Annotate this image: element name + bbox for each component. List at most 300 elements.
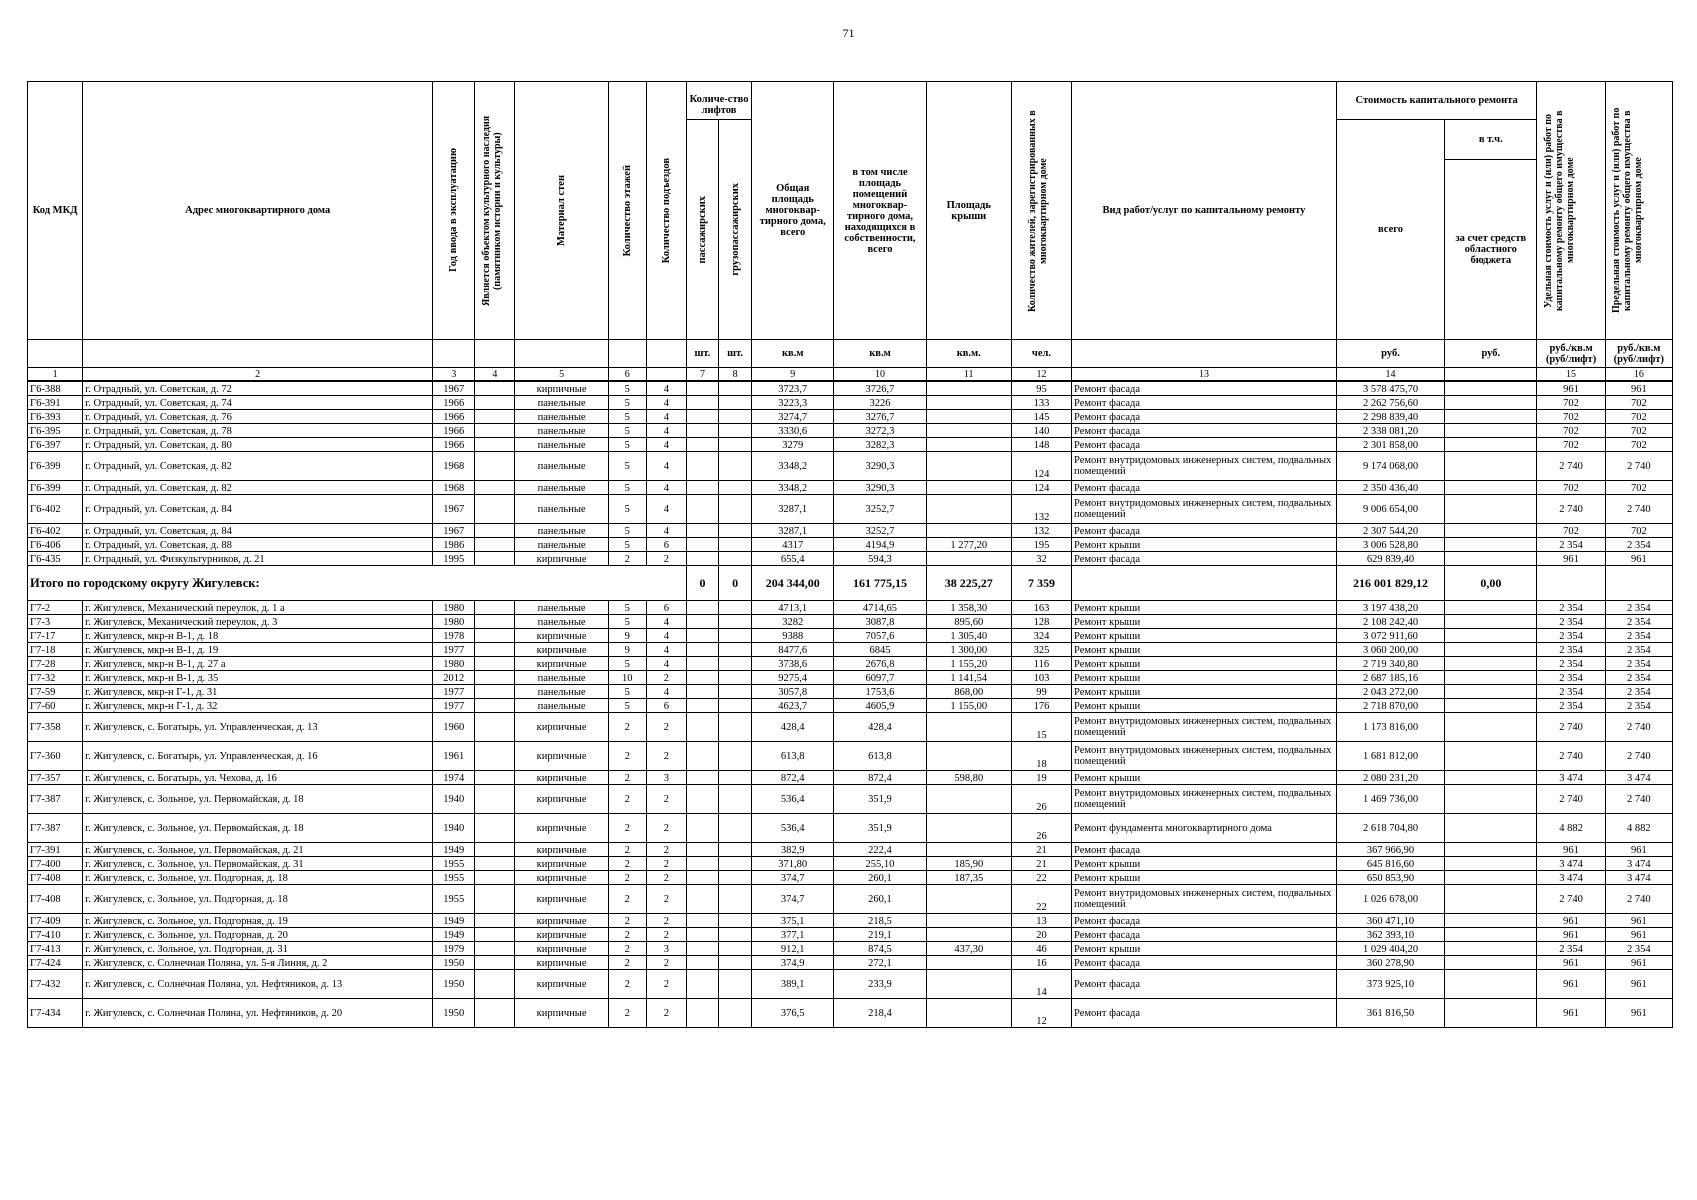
year-cell: 1961 bbox=[433, 742, 475, 771]
total-regional: 0,00 bbox=[1445, 566, 1537, 601]
lifts-pass-cell bbox=[686, 643, 718, 657]
lifts-pass-cell bbox=[686, 615, 718, 629]
limit-cost-cell: 2 740 bbox=[1605, 785, 1672, 814]
limit-cost-cell: 961 bbox=[1605, 843, 1672, 857]
heritage-cell bbox=[475, 771, 515, 785]
year-cell: 1940 bbox=[433, 814, 475, 843]
heritage-cell bbox=[475, 956, 515, 970]
limit-cost-cell: 702 bbox=[1605, 438, 1672, 452]
kod-cell: Г7-410 bbox=[28, 928, 83, 942]
area-own-cell: 3252,7 bbox=[834, 495, 926, 524]
limit-cost-cell: 702 bbox=[1605, 481, 1672, 495]
entrances-cell: 2 bbox=[646, 843, 686, 857]
roof-cell bbox=[926, 396, 1011, 410]
work-cell: Ремонт крыши bbox=[1072, 857, 1337, 871]
entrances-cell: 4 bbox=[646, 524, 686, 538]
regional-cell bbox=[1445, 713, 1537, 742]
address-cell: г. Отрадный, ул. Советская, д. 76 bbox=[83, 410, 433, 424]
area-own-cell: 3276,7 bbox=[834, 410, 926, 424]
table-row bbox=[28, 396, 1673, 410]
entrances-cell: 2 bbox=[646, 914, 686, 928]
year-cell: 1978 bbox=[433, 629, 475, 643]
roof-cell bbox=[926, 552, 1011, 566]
floors-cell: 5 bbox=[608, 495, 646, 524]
cost-cell: 2 262 756,60 bbox=[1336, 396, 1444, 410]
table-row bbox=[28, 481, 1673, 495]
heritage-cell bbox=[475, 785, 515, 814]
floors-cell: 2 bbox=[608, 785, 646, 814]
year-cell: 1968 bbox=[433, 452, 475, 481]
area-total-cell: 872,4 bbox=[752, 771, 834, 785]
unit-area-total: кв.м bbox=[752, 340, 834, 368]
work-cell: Ремонт фасада bbox=[1072, 438, 1337, 452]
area-own-cell: 3226 bbox=[834, 396, 926, 410]
address-cell: г. Жигулевск, с. Зольное, ул. Первомайская, д. 18 bbox=[83, 814, 433, 843]
kod-cell: Г7-387 bbox=[28, 814, 83, 843]
entrances-cell: 2 bbox=[646, 814, 686, 843]
material-cell: панельные bbox=[515, 601, 608, 615]
lifts-cargo-cell bbox=[719, 381, 752, 396]
regional-cell bbox=[1445, 970, 1537, 999]
roof-cell bbox=[926, 424, 1011, 438]
material-cell: кирпичные bbox=[515, 928, 608, 942]
roof-cell bbox=[926, 999, 1011, 1028]
kod-cell: Г7-358 bbox=[28, 713, 83, 742]
year-cell: 1949 bbox=[433, 843, 475, 857]
area-total-cell: 371,80 bbox=[752, 857, 834, 871]
table-row bbox=[28, 857, 1673, 871]
floors-cell: 5 bbox=[608, 424, 646, 438]
material-cell: панельные bbox=[515, 699, 608, 713]
area-own-cell: 3290,3 bbox=[834, 481, 926, 495]
floors-cell: 9 bbox=[608, 643, 646, 657]
year-cell: 1968 bbox=[433, 481, 475, 495]
roof-cell bbox=[926, 785, 1011, 814]
residents-cell: 133 bbox=[1011, 396, 1071, 410]
header-cost: Стоимость капитального ремонта bbox=[1336, 82, 1537, 120]
column-number: 15 bbox=[1537, 368, 1605, 382]
regional-cell bbox=[1445, 495, 1537, 524]
entrances-cell: 2 bbox=[646, 742, 686, 771]
address-cell: г. Жигулевск, с. Зольное, ул. Подгорная, д. 18 bbox=[83, 871, 433, 885]
residents-cell: 128 bbox=[1011, 615, 1071, 629]
cost-cell: 3 578 475,70 bbox=[1336, 381, 1444, 396]
table-row bbox=[28, 771, 1673, 785]
header-material: Материал стен bbox=[515, 82, 608, 340]
limit-cost-cell: 961 bbox=[1605, 999, 1672, 1028]
table-row bbox=[28, 999, 1673, 1028]
unit-cost-cell: 2 740 bbox=[1537, 452, 1605, 481]
limit-cost-cell: 702 bbox=[1605, 524, 1672, 538]
area-total-cell: 3738,6 bbox=[752, 657, 834, 671]
address-cell: г. Жигулевск, с. Зольное, ул. Подгорная, д. 19 bbox=[83, 914, 433, 928]
address-cell: г. Жигулевск, с. Солнечная Поляна, ул. 5-я Линия, д. 2 bbox=[83, 956, 433, 970]
unit-cost-cell: 961 bbox=[1537, 999, 1605, 1028]
unit-cost-total: руб. bbox=[1336, 340, 1444, 368]
material-cell: панельные bbox=[515, 481, 608, 495]
heritage-cell bbox=[475, 524, 515, 538]
work-cell: Ремонт крыши bbox=[1072, 657, 1337, 671]
heritage-cell bbox=[475, 871, 515, 885]
roof-cell: 437,30 bbox=[926, 942, 1011, 956]
area-own-cell: 1753,6 bbox=[834, 685, 926, 699]
address-cell: г. Отрадный, ул. Советская, д. 84 bbox=[83, 524, 433, 538]
material-cell: панельные bbox=[515, 396, 608, 410]
total-lifts-pass: 0 bbox=[686, 566, 718, 601]
work-cell: Ремонт фасада bbox=[1072, 928, 1337, 942]
entrances-cell: 3 bbox=[646, 771, 686, 785]
cost-cell: 2 043 272,00 bbox=[1336, 685, 1444, 699]
lifts-cargo-cell bbox=[719, 685, 752, 699]
address-cell: г. Жигулевск, с. Богатырь, ул. Управленческая, д. 13 bbox=[83, 713, 433, 742]
work-cell: Ремонт крыши bbox=[1072, 615, 1337, 629]
unit-cost-regional: руб. bbox=[1445, 340, 1537, 368]
lifts-pass-cell bbox=[686, 956, 718, 970]
unit-cost-cell: 2 354 bbox=[1537, 643, 1605, 657]
header-entrances: Количество подъездов bbox=[646, 82, 686, 340]
table-row bbox=[28, 410, 1673, 424]
lifts-pass-cell bbox=[686, 742, 718, 771]
area-total-cell: 389,1 bbox=[752, 970, 834, 999]
lifts-pass-cell bbox=[686, 495, 718, 524]
cost-cell: 2 718 870,00 bbox=[1336, 699, 1444, 713]
lifts-pass-cell bbox=[686, 999, 718, 1028]
year-cell: 1955 bbox=[433, 857, 475, 871]
lifts-cargo-cell bbox=[719, 524, 752, 538]
kod-cell: Г7-17 bbox=[28, 629, 83, 643]
area-total-cell: 9388 bbox=[752, 629, 834, 643]
unit-cost-cell: 702 bbox=[1537, 424, 1605, 438]
lifts-cargo-cell bbox=[719, 601, 752, 615]
cost-cell: 2 080 231,20 bbox=[1336, 771, 1444, 785]
kod-cell: Г7-360 bbox=[28, 742, 83, 771]
table-row bbox=[28, 524, 1673, 538]
floors-cell: 2 bbox=[608, 843, 646, 857]
lifts-cargo-cell bbox=[719, 970, 752, 999]
year-cell: 1967 bbox=[433, 495, 475, 524]
floors-cell: 9 bbox=[608, 629, 646, 643]
heritage-cell bbox=[475, 814, 515, 843]
area-total-cell: 655,4 bbox=[752, 552, 834, 566]
table-row bbox=[28, 942, 1673, 956]
area-own-cell: 255,10 bbox=[834, 857, 926, 871]
roof-cell: 1 358,30 bbox=[926, 601, 1011, 615]
kod-cell: Г7-432 bbox=[28, 970, 83, 999]
cost-cell: 367 966,90 bbox=[1336, 843, 1444, 857]
residents-cell: 26 bbox=[1011, 814, 1071, 843]
lifts-cargo-cell bbox=[719, 495, 752, 524]
cost-cell: 360 471,10 bbox=[1336, 914, 1444, 928]
unit-lifts-cargo: шт. bbox=[719, 340, 752, 368]
column-number: 9 bbox=[752, 368, 834, 382]
work-cell: Ремонт фасада bbox=[1072, 914, 1337, 928]
residents-cell: 32 bbox=[1011, 552, 1071, 566]
material-cell: панельные bbox=[515, 671, 608, 685]
floors-cell: 5 bbox=[608, 699, 646, 713]
cost-cell: 362 393,10 bbox=[1336, 928, 1444, 942]
regional-cell bbox=[1445, 914, 1537, 928]
material-cell: панельные bbox=[515, 424, 608, 438]
lifts-cargo-cell bbox=[719, 942, 752, 956]
regional-cell bbox=[1445, 615, 1537, 629]
kod-cell: Г6-435 bbox=[28, 552, 83, 566]
kod-cell: Г7-413 bbox=[28, 942, 83, 956]
regional-cell bbox=[1445, 942, 1537, 956]
floors-cell: 5 bbox=[608, 410, 646, 424]
entrances-cell: 2 bbox=[646, 713, 686, 742]
cost-cell: 360 278,90 bbox=[1336, 956, 1444, 970]
unit-cost-cell: 3 474 bbox=[1537, 871, 1605, 885]
work-cell: Ремонт внутридомовых инженерных систем, подвальных помещений bbox=[1072, 495, 1337, 524]
year-cell: 1950 bbox=[433, 970, 475, 999]
area-own-cell: 4714,65 bbox=[834, 601, 926, 615]
address-cell: г. Жигулевск, мкр-н В-1, д. 35 bbox=[83, 671, 433, 685]
regional-cell bbox=[1445, 424, 1537, 438]
lifts-pass-cell bbox=[686, 885, 718, 914]
address-cell: г. Жигулевск, с. Зольное, ул. Подгорная, д. 20 bbox=[83, 928, 433, 942]
material-cell: кирпичные bbox=[515, 814, 608, 843]
area-total-cell: 536,4 bbox=[752, 814, 834, 843]
lifts-pass-cell bbox=[686, 538, 718, 552]
cost-cell: 2 108 242,40 bbox=[1336, 615, 1444, 629]
address-cell: г. Жигулевск, с. Зольное, ул. Подгорная, д. 31 bbox=[83, 942, 433, 956]
kod-cell: Г7-18 bbox=[28, 643, 83, 657]
address-cell: г. Отрадный, ул. Советская, д. 74 bbox=[83, 396, 433, 410]
material-cell: кирпичные bbox=[515, 956, 608, 970]
roof-cell: 1 277,20 bbox=[926, 538, 1011, 552]
residents-cell: 325 bbox=[1011, 643, 1071, 657]
regional-cell bbox=[1445, 438, 1537, 452]
floors-cell: 2 bbox=[608, 771, 646, 785]
unit-cost-cell: 702 bbox=[1537, 481, 1605, 495]
header-heritage: Является объектом культурного наследия (памятником истории и культуры) bbox=[475, 82, 515, 340]
work-cell: Ремонт внутридомовых инженерных систем, подвальных помещений bbox=[1072, 785, 1337, 814]
regional-cell bbox=[1445, 771, 1537, 785]
area-total-cell: 3287,1 bbox=[752, 524, 834, 538]
floors-cell: 2 bbox=[608, 914, 646, 928]
lifts-pass-cell bbox=[686, 481, 718, 495]
table-row bbox=[28, 643, 1673, 657]
residents-cell: 15 bbox=[1011, 713, 1071, 742]
limit-cost-cell: 2 354 bbox=[1605, 942, 1672, 956]
regional-cell bbox=[1445, 814, 1537, 843]
residents-cell: 195 bbox=[1011, 538, 1071, 552]
heritage-cell bbox=[475, 742, 515, 771]
area-total-cell: 374,7 bbox=[752, 885, 834, 914]
year-cell: 1967 bbox=[433, 524, 475, 538]
work-cell: Ремонт внутридомовых инженерных систем, подвальных помещений bbox=[1072, 452, 1337, 481]
lifts-pass-cell bbox=[686, 914, 718, 928]
lifts-cargo-cell bbox=[719, 552, 752, 566]
roof-cell: 1 300,00 bbox=[926, 643, 1011, 657]
lifts-pass-cell bbox=[686, 814, 718, 843]
work-cell: Ремонт внутридомовых инженерных систем, подвальных помещений bbox=[1072, 885, 1337, 914]
year-cell: 1980 bbox=[433, 601, 475, 615]
residents-cell: 22 bbox=[1011, 871, 1071, 885]
lifts-cargo-cell bbox=[719, 396, 752, 410]
area-total-cell: 3279 bbox=[752, 438, 834, 452]
area-own-cell: 6097,7 bbox=[834, 671, 926, 685]
address-cell: г. Жигулевск, с. Зольное, ул. Подгорная, д. 18 bbox=[83, 885, 433, 914]
table-row bbox=[28, 438, 1673, 452]
lifts-cargo-cell bbox=[719, 481, 752, 495]
kod-cell: Г6-402 bbox=[28, 495, 83, 524]
material-cell: кирпичные bbox=[515, 657, 608, 671]
column-number: 6 bbox=[608, 368, 646, 382]
lifts-pass-cell bbox=[686, 396, 718, 410]
header-lifts-pass: пассажирских bbox=[686, 120, 718, 340]
area-own-cell: 7057,6 bbox=[834, 629, 926, 643]
area-own-cell: 260,1 bbox=[834, 871, 926, 885]
entrances-cell: 2 bbox=[646, 970, 686, 999]
column-number: 2 bbox=[83, 368, 433, 382]
lifts-pass-cell bbox=[686, 524, 718, 538]
work-cell: Ремонт крыши bbox=[1072, 643, 1337, 657]
unit-cost-cell: 961 bbox=[1537, 956, 1605, 970]
column-number-row bbox=[28, 368, 1673, 382]
entrances-cell: 2 bbox=[646, 956, 686, 970]
column-number: 13 bbox=[1072, 368, 1337, 382]
address-cell: г. Жигулевск, мкр-н В-1, д. 27 а bbox=[83, 657, 433, 671]
material-cell: кирпичные bbox=[515, 552, 608, 566]
kod-cell: Г7-391 bbox=[28, 843, 83, 857]
material-cell: кирпичные bbox=[515, 857, 608, 871]
cost-cell: 2 618 704,80 bbox=[1336, 814, 1444, 843]
lifts-pass-cell bbox=[686, 713, 718, 742]
year-cell: 1967 bbox=[433, 381, 475, 396]
residents-cell: 18 bbox=[1011, 742, 1071, 771]
work-cell: Ремонт фундамента многоквартирного дома bbox=[1072, 814, 1337, 843]
limit-cost-cell: 702 bbox=[1605, 396, 1672, 410]
entrances-cell: 3 bbox=[646, 942, 686, 956]
residents-cell: 13 bbox=[1011, 914, 1071, 928]
heritage-cell bbox=[475, 999, 515, 1028]
table-row bbox=[28, 713, 1673, 742]
work-cell: Ремонт фасада bbox=[1072, 410, 1337, 424]
cost-cell: 2 687 185,16 bbox=[1336, 671, 1444, 685]
area-own-cell: 874,5 bbox=[834, 942, 926, 956]
floors-cell: 5 bbox=[608, 615, 646, 629]
limit-cost-cell: 2 354 bbox=[1605, 699, 1672, 713]
header-year: Год ввода в эксплуатацию bbox=[433, 82, 475, 340]
unit-cost-cell: 2 354 bbox=[1537, 685, 1605, 699]
area-total-cell: 3348,2 bbox=[752, 452, 834, 481]
cost-cell: 1 026 678,00 bbox=[1336, 885, 1444, 914]
header-unit-cost: Удельная стоимость услуг и (или) работ по капитальному ремонту общего имущества в многоквартирном доме bbox=[1537, 82, 1605, 340]
lifts-cargo-cell bbox=[719, 424, 752, 438]
header-kod: Код МКД bbox=[28, 82, 83, 340]
heritage-cell bbox=[475, 970, 515, 999]
heritage-cell bbox=[475, 381, 515, 396]
material-cell: кирпичные bbox=[515, 942, 608, 956]
area-own-cell: 222,4 bbox=[834, 843, 926, 857]
roof-cell: 895,60 bbox=[926, 615, 1011, 629]
lifts-pass-cell bbox=[686, 601, 718, 615]
residents-cell: 116 bbox=[1011, 657, 1071, 671]
year-cell: 1955 bbox=[433, 885, 475, 914]
lifts-cargo-cell bbox=[719, 629, 752, 643]
heritage-cell bbox=[475, 438, 515, 452]
address-cell: г. Отрадный, ул. Советская, д. 78 bbox=[83, 424, 433, 438]
unit-cost-cell: 961 bbox=[1537, 970, 1605, 999]
heritage-cell bbox=[475, 424, 515, 438]
entrances-cell: 2 bbox=[646, 857, 686, 871]
address-cell: г. Жигулевск, с. Богатырь, ул. Чехова, д. 16 bbox=[83, 771, 433, 785]
lifts-pass-cell bbox=[686, 424, 718, 438]
heritage-cell bbox=[475, 699, 515, 713]
column-number: 14 bbox=[1336, 368, 1444, 382]
limit-cost-cell: 2 354 bbox=[1605, 643, 1672, 657]
entrances-cell: 6 bbox=[646, 538, 686, 552]
floors-cell: 2 bbox=[608, 552, 646, 566]
floors-cell: 5 bbox=[608, 381, 646, 396]
header-work: Вид работ/услуг по капитальному ремонту bbox=[1072, 82, 1337, 340]
lifts-cargo-cell bbox=[719, 713, 752, 742]
heritage-cell bbox=[475, 552, 515, 566]
header-cost-total: всего bbox=[1336, 120, 1444, 340]
area-total-cell: 375,1 bbox=[752, 914, 834, 928]
floors-cell: 5 bbox=[608, 524, 646, 538]
kod-cell: Г6-406 bbox=[28, 538, 83, 552]
heritage-cell bbox=[475, 495, 515, 524]
residents-cell: 148 bbox=[1011, 438, 1071, 452]
table-row bbox=[28, 424, 1673, 438]
entrances-cell: 2 bbox=[646, 928, 686, 942]
material-cell: кирпичные bbox=[515, 629, 608, 643]
material-cell: панельные bbox=[515, 685, 608, 699]
floors-cell: 5 bbox=[608, 685, 646, 699]
roof-cell bbox=[926, 885, 1011, 914]
unit-cost-cell: 2 740 bbox=[1537, 495, 1605, 524]
rows-zhigulevsk bbox=[28, 601, 1673, 1028]
heritage-cell bbox=[475, 885, 515, 914]
floors-cell: 5 bbox=[608, 538, 646, 552]
kod-cell: Г6-391 bbox=[28, 396, 83, 410]
work-cell: Ремонт фасада bbox=[1072, 843, 1337, 857]
column-number: 12 bbox=[1011, 368, 1071, 382]
table-row bbox=[28, 914, 1673, 928]
unit-residents: чел. bbox=[1011, 340, 1071, 368]
residents-cell: 124 bbox=[1011, 452, 1071, 481]
cost-cell: 1 469 736,00 bbox=[1336, 785, 1444, 814]
lifts-pass-cell bbox=[686, 699, 718, 713]
regional-cell bbox=[1445, 699, 1537, 713]
lifts-cargo-cell bbox=[719, 999, 752, 1028]
area-total-cell: 428,4 bbox=[752, 713, 834, 742]
limit-cost-cell: 2 740 bbox=[1605, 885, 1672, 914]
column-number: 11 bbox=[926, 368, 1011, 382]
entrances-cell: 4 bbox=[646, 410, 686, 424]
table-row bbox=[28, 671, 1673, 685]
area-own-cell: 3272,3 bbox=[834, 424, 926, 438]
work-cell: Ремонт фасада bbox=[1072, 396, 1337, 410]
floors-cell: 2 bbox=[608, 857, 646, 871]
entrances-cell: 4 bbox=[646, 424, 686, 438]
heritage-cell bbox=[475, 615, 515, 629]
address-cell: г. Жигулевск, мкр-н Г-1, д. 32 bbox=[83, 699, 433, 713]
total-residents: 7 359 bbox=[1011, 566, 1071, 601]
column-number: 3 bbox=[433, 368, 475, 382]
entrances-cell: 2 bbox=[646, 885, 686, 914]
address-cell: г. Жигулевск, с. Зольное, ул. Первомайская, д. 21 bbox=[83, 843, 433, 857]
entrances-cell: 2 bbox=[646, 871, 686, 885]
limit-cost-cell: 961 bbox=[1605, 970, 1672, 999]
work-cell: Ремонт крыши bbox=[1072, 871, 1337, 885]
area-own-cell: 218,4 bbox=[834, 999, 926, 1028]
roof-cell bbox=[926, 524, 1011, 538]
area-total-cell: 3274,7 bbox=[752, 410, 834, 424]
residents-cell: 26 bbox=[1011, 785, 1071, 814]
